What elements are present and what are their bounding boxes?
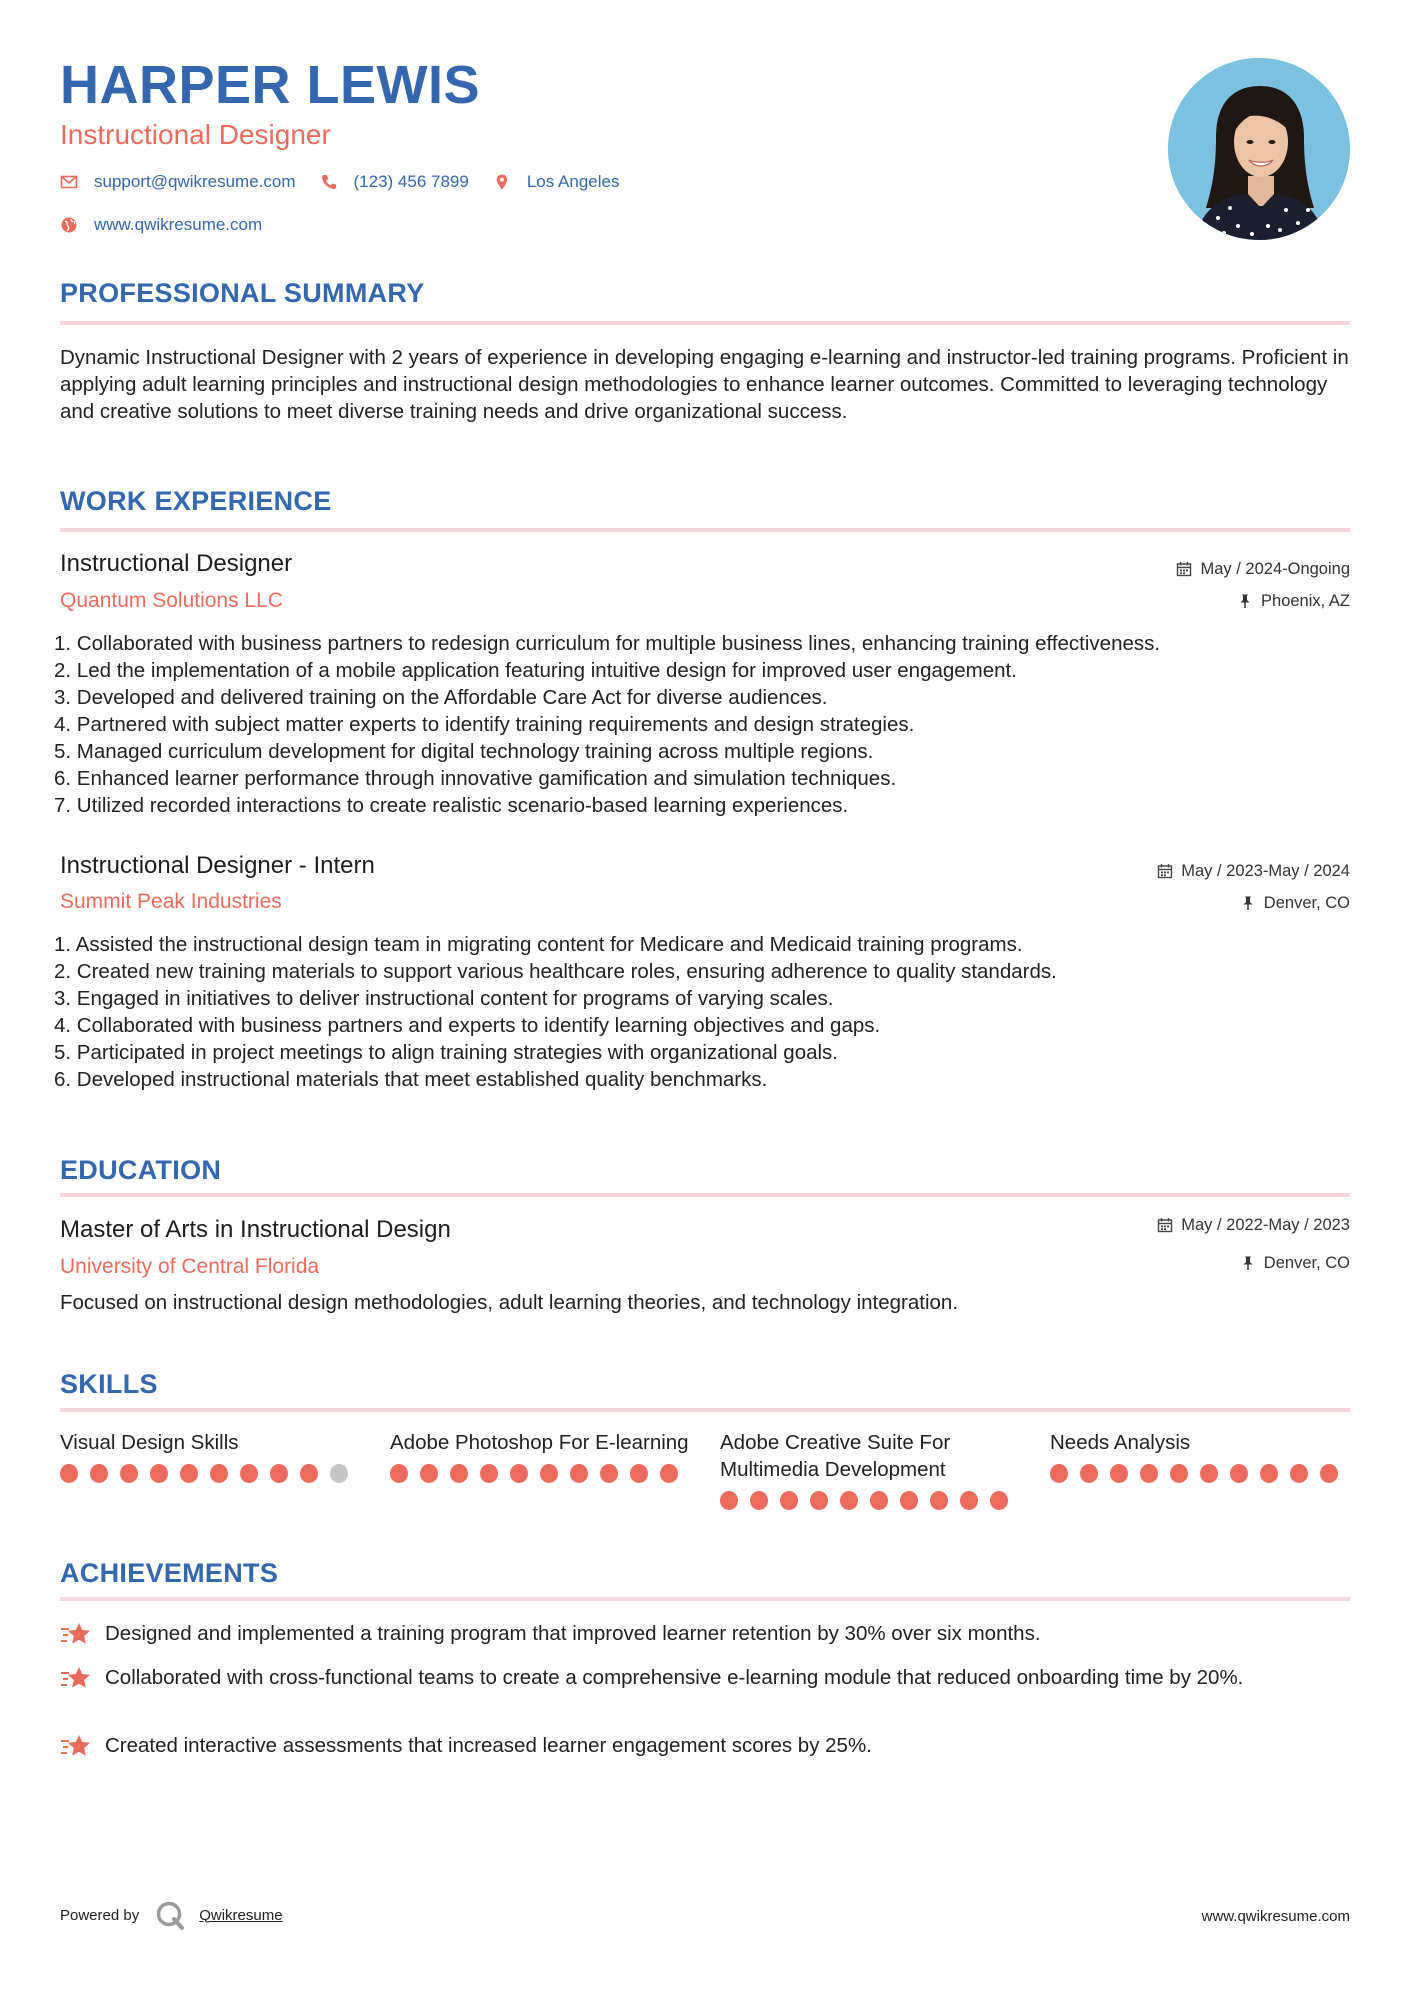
education-description: Focused on instructional design methodologies, adult learning theories, and technology integration. <box>60 1291 959 1314</box>
education-degree: Master of Arts in Instructional Design <box>60 1216 451 1243</box>
summary-text: Dynamic Instructional Designer with 2 years of experience in developing engaging e-learning and instructor-led training programs. Proficient in applying adult learning principles and instructional design methodologies to enhance learner outcomes. Committed to leveraging technology and creative solutions to meet diverse training needs and drive organizational success. <box>60 346 1349 423</box>
education-school: University of Central Florida <box>60 1255 320 1278</box>
rating-dot-filled <box>1290 1464 1308 1483</box>
skill-item <box>60 1429 360 1483</box>
contact-email[interactable] <box>60 172 296 192</box>
job-location <box>1237 593 1350 610</box>
contact-location <box>493 172 620 192</box>
rating-dot-filled <box>630 1464 648 1483</box>
section-title-skills: SKILLS <box>60 1369 158 1399</box>
qwikresume-logo-icon <box>155 1900 185 1930</box>
section-title-achievements: ACHIEVEMENTS <box>60 1558 279 1588</box>
rating-dot-filled <box>1170 1464 1188 1483</box>
list-item: 2. Led the implementation of a mobile application featuring intuitive design for improved user engagement. <box>54 659 1017 682</box>
rating-dot-filled <box>840 1491 858 1510</box>
rating-dot-filled <box>570 1464 588 1483</box>
section-title-summary: PROFESSIONAL SUMMARY <box>60 278 425 308</box>
map-pin-icon <box>493 173 511 191</box>
job-bullets <box>54 931 1354 1093</box>
rating-dot-filled <box>990 1491 1008 1510</box>
skill-item <box>720 1429 1020 1510</box>
job-bullets <box>54 630 1354 819</box>
list-item: 4. Partnered with subject matter experts to identify training requirements and design strategies. <box>54 713 915 736</box>
section-title-experience: WORK EXPERIENCE <box>60 486 332 516</box>
education-location <box>1240 1255 1350 1272</box>
job-location-text: Phoenix, AZ <box>1261 592 1350 610</box>
contact-row <box>60 172 643 192</box>
education-dates <box>1157 1217 1350 1234</box>
achievement-item <box>60 1620 1350 1650</box>
contact-phone[interactable] <box>320 172 469 192</box>
rating-dot-filled <box>750 1491 768 1510</box>
achievement-item <box>60 1664 1350 1694</box>
list-item: 6. Enhanced learner performance through innovative gamification and simulation techniques. <box>54 767 897 790</box>
calendar-icon <box>1157 863 1173 879</box>
section-divider <box>60 1408 1350 1412</box>
rating-dot-filled <box>720 1491 738 1510</box>
rating-dot-filled <box>1260 1464 1278 1483</box>
profile-photo-illustration <box>1168 58 1350 240</box>
rating-dot-filled <box>450 1464 468 1483</box>
skill-rating <box>60 1464 360 1483</box>
list-item: 4. Collaborated with business partners and experts to identify learning objectives and gaps. <box>54 1014 881 1037</box>
job-location <box>1240 895 1350 912</box>
rating-dot-filled <box>270 1464 288 1483</box>
list-item: 3. Developed and delivered training on the Affordable Care Act for diverse audiences. <box>54 686 828 709</box>
list-item: 1. Collaborated with business partners to redesign curriculum for multiple business lines, enhancing training effectiveness. <box>54 632 1161 655</box>
star-icon <box>60 1664 92 1694</box>
rating-dot-filled <box>1110 1464 1128 1483</box>
achievement-text: Collaborated with cross-functional teams to create a comprehensive e-learning module that reduced onboarding time by 20%. <box>105 1666 1244 1689</box>
envelope-icon <box>60 173 78 191</box>
job-title: Instructional Designer - Intern <box>60 852 375 879</box>
rating-dot-filled <box>930 1491 948 1510</box>
rating-dot-filled <box>900 1491 918 1510</box>
rating-dot-filled <box>810 1491 828 1510</box>
rating-dot-filled <box>120 1464 138 1483</box>
pushpin-icon <box>1240 895 1256 911</box>
rating-dot-filled <box>390 1464 408 1483</box>
calendar-icon <box>1157 1217 1173 1233</box>
job-dates <box>1157 863 1350 880</box>
skill-rating <box>390 1464 690 1483</box>
rating-dot-filled <box>600 1464 618 1483</box>
rating-dot-filled <box>660 1464 678 1483</box>
rating-dot-filled <box>1230 1464 1248 1483</box>
rating-dot-filled <box>300 1464 318 1483</box>
skill-rating <box>720 1491 1020 1510</box>
list-item: 6. Developed instructional materials that meet established quality benchmarks. <box>54 1068 768 1091</box>
rating-dot-filled <box>210 1464 228 1483</box>
skill-name: Visual Design Skills <box>60 1431 239 1454</box>
achievement-text: Designed and implemented a training program that improved learner retention by 30% over six months. <box>105 1622 1041 1645</box>
rating-dot-filled <box>1140 1464 1158 1483</box>
powered-by-label: Powered by <box>60 1906 140 1924</box>
section-divider <box>60 1193 1350 1197</box>
section-title-education: EDUCATION <box>60 1155 222 1185</box>
list-item: 7. Utilized recorded interactions to create realistic scenario-based learning experiences. <box>54 794 849 817</box>
rating-dot-filled <box>480 1464 498 1483</box>
footer-website[interactable]: www.qwikresume.com <box>1201 1908 1350 1925</box>
skill-item <box>1050 1429 1350 1483</box>
rating-dot-filled <box>540 1464 558 1483</box>
rating-dot-filled <box>510 1464 528 1483</box>
section-divider <box>60 1597 1350 1601</box>
rating-dot-filled <box>1050 1464 1068 1483</box>
rating-dot-filled <box>150 1464 168 1483</box>
education-location-text: Denver, CO <box>1263 1254 1350 1272</box>
candidate-name: HARPER LEWIS <box>60 55 481 115</box>
list-item: 2. Created new training materials to support various healthcare roles, ensuring adherence to quality standards. <box>54 960 1057 983</box>
education-dates-text: May / 2022-May / 2023 <box>1181 1216 1350 1234</box>
job-location-text: Denver, CO <box>1263 894 1350 912</box>
phone-icon <box>320 173 338 191</box>
section-divider <box>60 528 1350 532</box>
list-item: 5. Participated in project meetings to align training strategies with organizational goals. <box>54 1041 838 1064</box>
star-icon <box>60 1732 92 1762</box>
email-text: support@qwikresume.com <box>94 172 296 191</box>
rating-dot-filled <box>90 1464 108 1483</box>
rating-dot-filled <box>180 1464 198 1483</box>
job-dates-text: May / 2023-May / 2024 <box>1181 862 1350 880</box>
list-item: 5. Managed curriculum development for digital technology training across multiple regions. <box>54 740 874 763</box>
section-divider <box>60 321 1350 325</box>
achievement-text: Created interactive assessments that increased learner engagement scores by 25%. <box>105 1734 872 1757</box>
location-text: Los Angeles <box>526 172 620 191</box>
rating-dot-filled <box>780 1491 798 1510</box>
job-dates <box>1176 561 1350 578</box>
candidate-title: Instructional Designer <box>60 119 331 150</box>
skill-rating <box>1050 1464 1350 1483</box>
pushpin-icon <box>1237 593 1253 609</box>
rating-dot-empty <box>330 1464 348 1483</box>
rating-dot-filled <box>870 1491 888 1510</box>
rating-dot-filled <box>240 1464 258 1483</box>
rating-dot-filled <box>1320 1464 1338 1483</box>
footer-powered-by <box>60 1900 283 1930</box>
job-company: Summit Peak Industries <box>60 890 282 913</box>
contact-website[interactable] <box>60 215 262 235</box>
job-dates-text: May / 2024-Ongoing <box>1200 560 1350 578</box>
rating-dot-filled <box>1200 1464 1218 1483</box>
globe-icon <box>60 216 78 234</box>
profile-photo <box>1168 58 1350 240</box>
job-company: Quantum Solutions LLC <box>60 589 283 612</box>
rating-dot-filled <box>1080 1464 1098 1483</box>
phone-text: (123) 456 7899 <box>353 172 469 191</box>
calendar-icon <box>1176 561 1192 577</box>
rating-dot-filled <box>60 1464 78 1483</box>
job-title: Instructional Designer <box>60 550 293 577</box>
skill-name: Adobe Creative Suite For Multimedia Development <box>720 1431 951 1481</box>
qwikresume-link[interactable]: Qwikresume <box>199 1906 283 1924</box>
website-text: www.qwikresume.com <box>94 215 263 234</box>
rating-dot-filled <box>960 1491 978 1510</box>
skill-name: Adobe Photoshop For E-learning <box>390 1431 689 1454</box>
list-item: 1. Assisted the instructional design team in migrating content for Medicare and Medicaid training programs. <box>54 933 1023 956</box>
contact-row-website <box>60 215 286 235</box>
achievement-item <box>60 1732 1350 1762</box>
list-item: 3. Engaged in initiatives to deliver instructional content for programs of varying scales. <box>54 987 834 1010</box>
star-icon <box>60 1620 92 1650</box>
skill-item <box>390 1429 690 1483</box>
rating-dot-filled <box>420 1464 438 1483</box>
skill-name: Needs Analysis <box>1050 1431 1191 1454</box>
pushpin-icon <box>1240 1255 1256 1271</box>
